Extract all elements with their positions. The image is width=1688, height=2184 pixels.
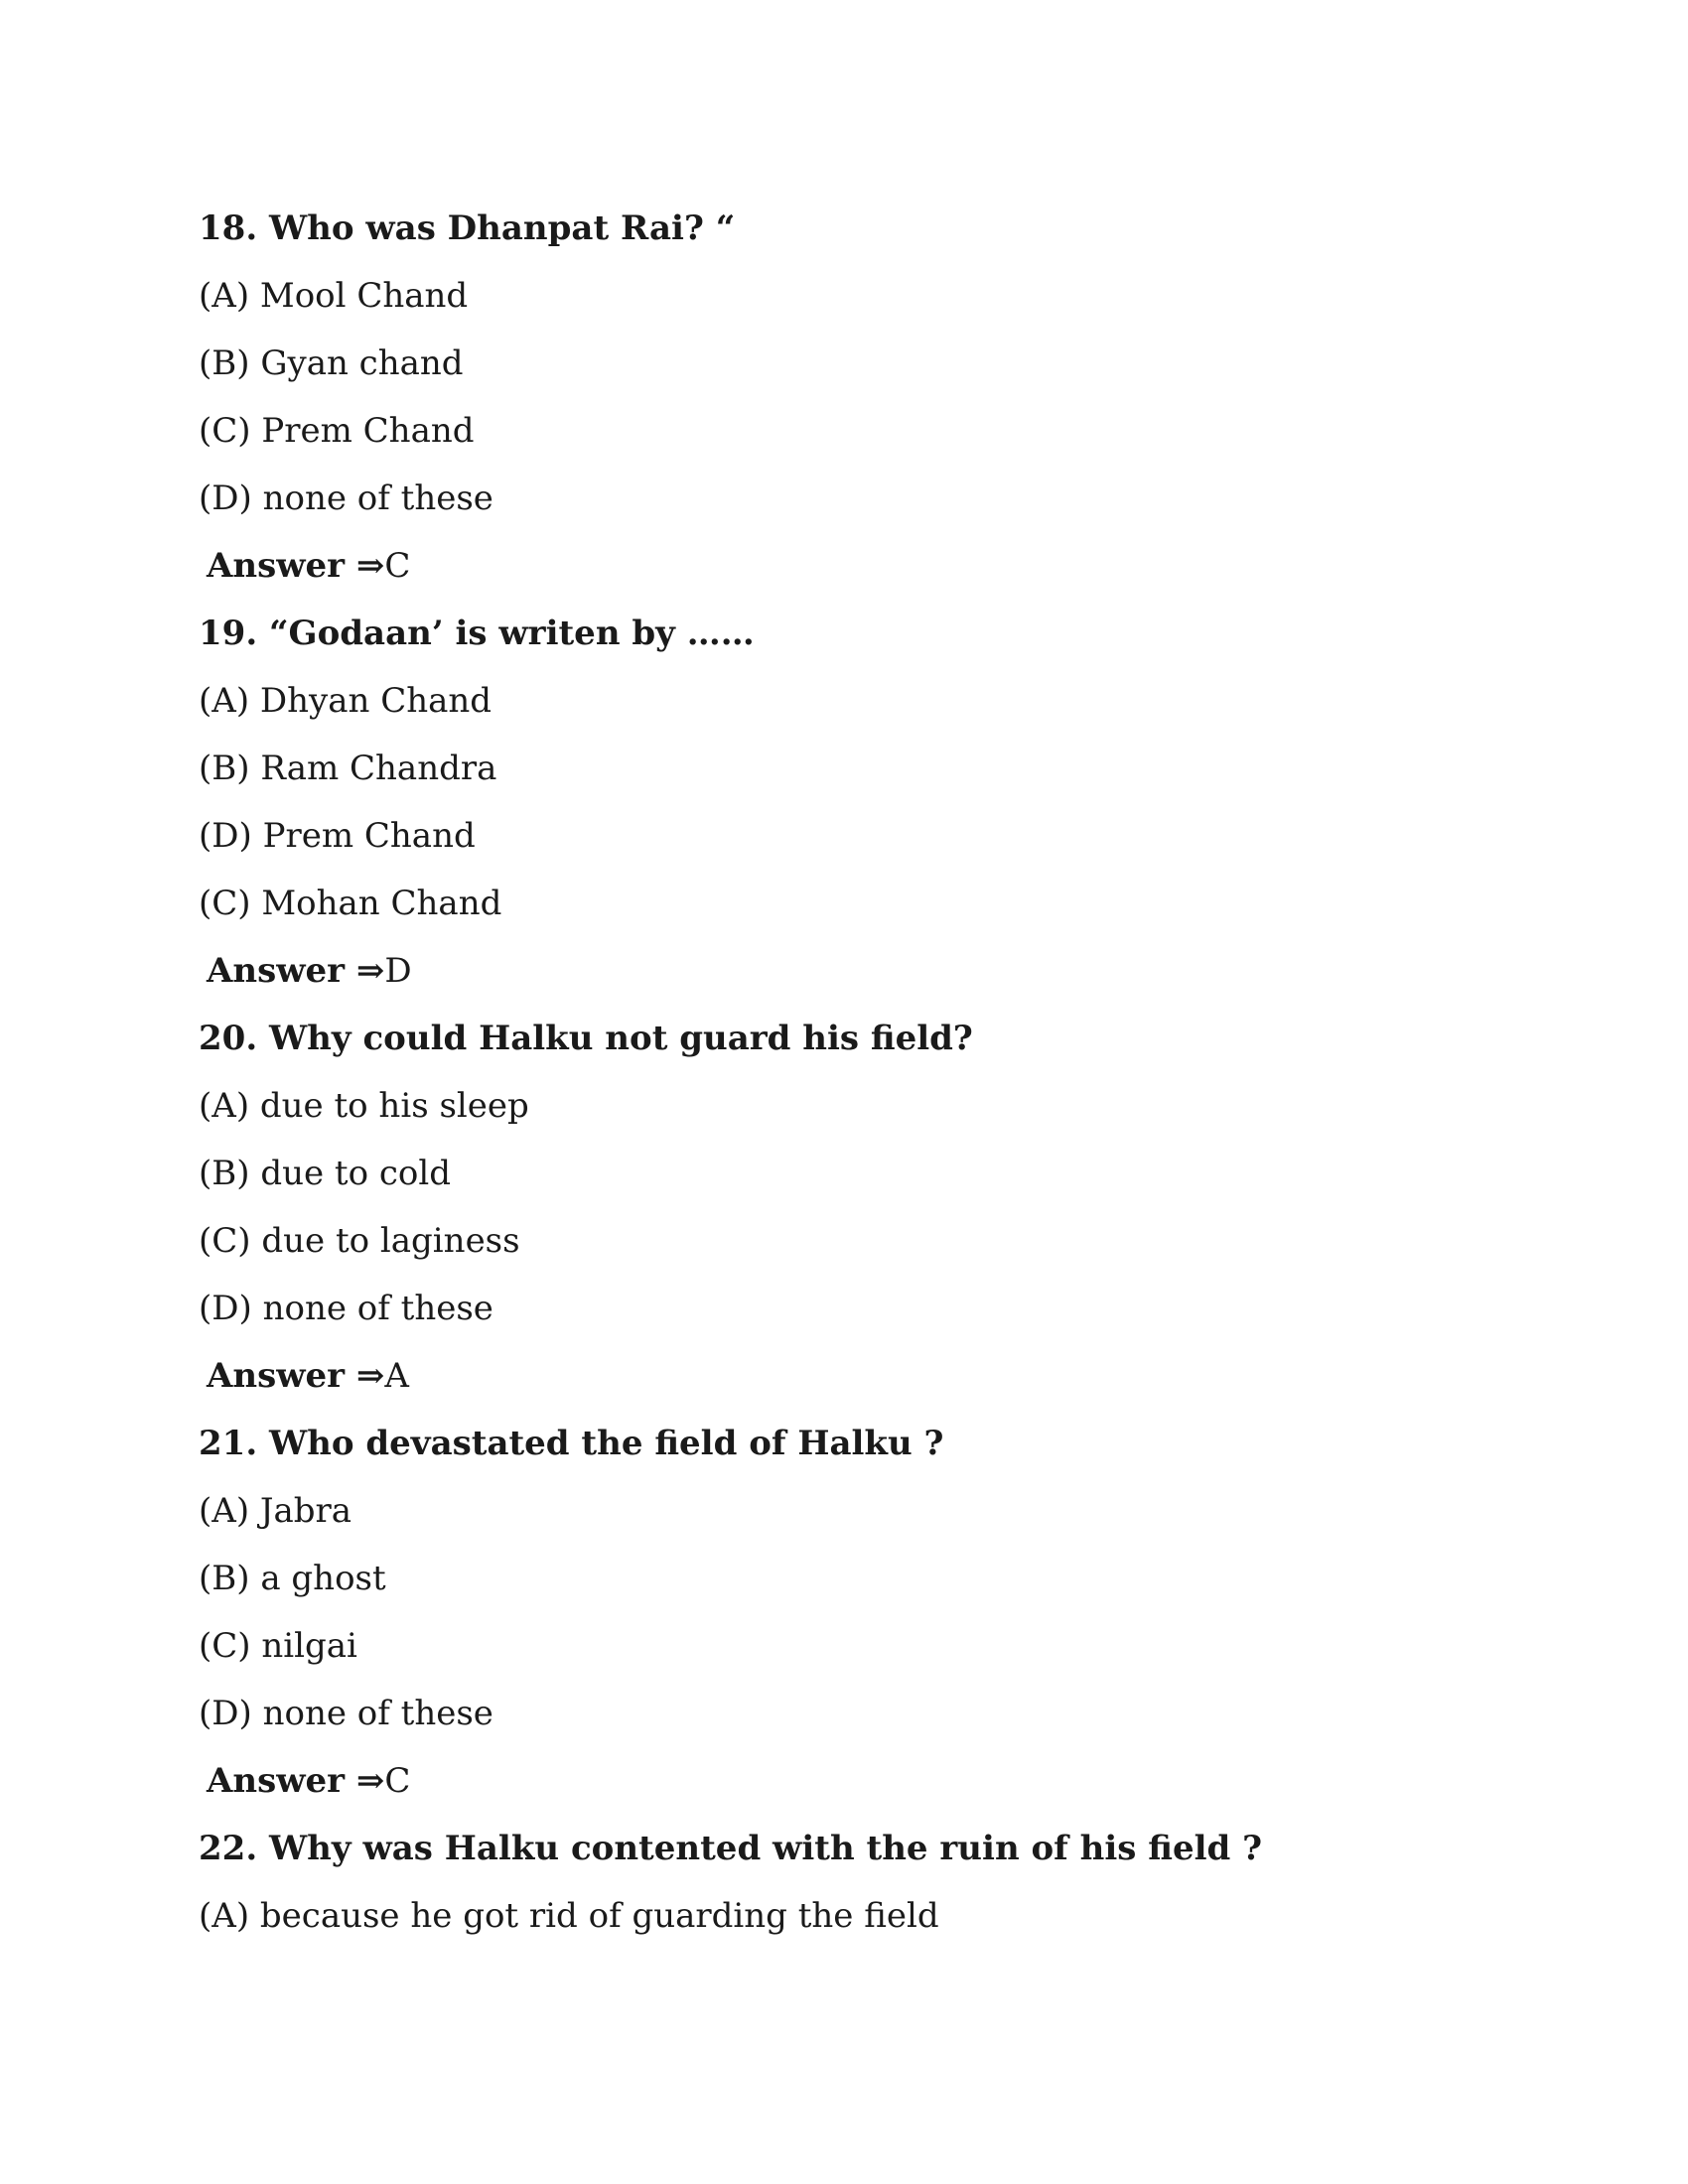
question-22-option-a: (A) because he got rid of guarding the field	[199, 1896, 939, 1936]
answer-label: Answer ⇒	[207, 1356, 385, 1396]
question-19-answer	[199, 937, 1509, 1005]
question-19-option-1: (A) Dhyan Chand	[199, 681, 492, 721]
question-18-option-c: (C) Prem Chand	[199, 411, 475, 451]
question-20-option-c: (C) due to laginess	[199, 1221, 520, 1261]
answer-value: C	[384, 546, 411, 586]
answer-label: Answer ⇒	[207, 546, 385, 586]
document-page	[199, 195, 1509, 1950]
question-18-option-a: (A) Mool Chand	[199, 276, 469, 316]
question-18: 18. Who was Dhanpat Rai? “	[199, 208, 736, 248]
question-18-answer	[199, 532, 1509, 600]
question-22: 22. Why was Halku contented with the ruin of his field ?	[199, 1829, 1263, 1868]
question-20-option-a: (A) due to his sleep	[199, 1086, 529, 1126]
question-18-option-d: (D) none of these	[199, 478, 493, 518]
question-21-option-a: (A) Jabra	[199, 1491, 352, 1531]
answer-label: Answer ⇒	[207, 1761, 385, 1801]
question-21-option-d: (D) none of these	[199, 1694, 493, 1733]
question-19-option-3: (D) Prem Chand	[199, 816, 476, 856]
question-20-option-b: (B) due to cold	[199, 1154, 452, 1193]
question-21-option-b: (B) a ghost	[199, 1559, 386, 1598]
question-19: 19. “Godaan’ is writen by ……	[199, 614, 755, 653]
answer-value: C	[384, 1761, 411, 1801]
question-18-option-b: (B) Gyan chand	[199, 343, 464, 383]
question-19-option-2: (B) Ram Chandra	[199, 749, 497, 788]
answer-value: A	[384, 1356, 409, 1396]
question-20-answer	[199, 1342, 1509, 1410]
question-21-answer	[199, 1747, 1509, 1815]
question-19-option-4: (C) Mohan Chand	[199, 884, 502, 923]
question-20-option-d: (D) none of these	[199, 1289, 493, 1328]
question-20: 20. Why could Halku not guard his field?	[199, 1019, 973, 1058]
answer-label: Answer ⇒	[207, 951, 385, 991]
question-21: 21. Who devastated the field of Halku ?	[199, 1424, 944, 1463]
answer-value: D	[384, 951, 412, 991]
question-21-option-c: (C) nilgai	[199, 1626, 357, 1666]
